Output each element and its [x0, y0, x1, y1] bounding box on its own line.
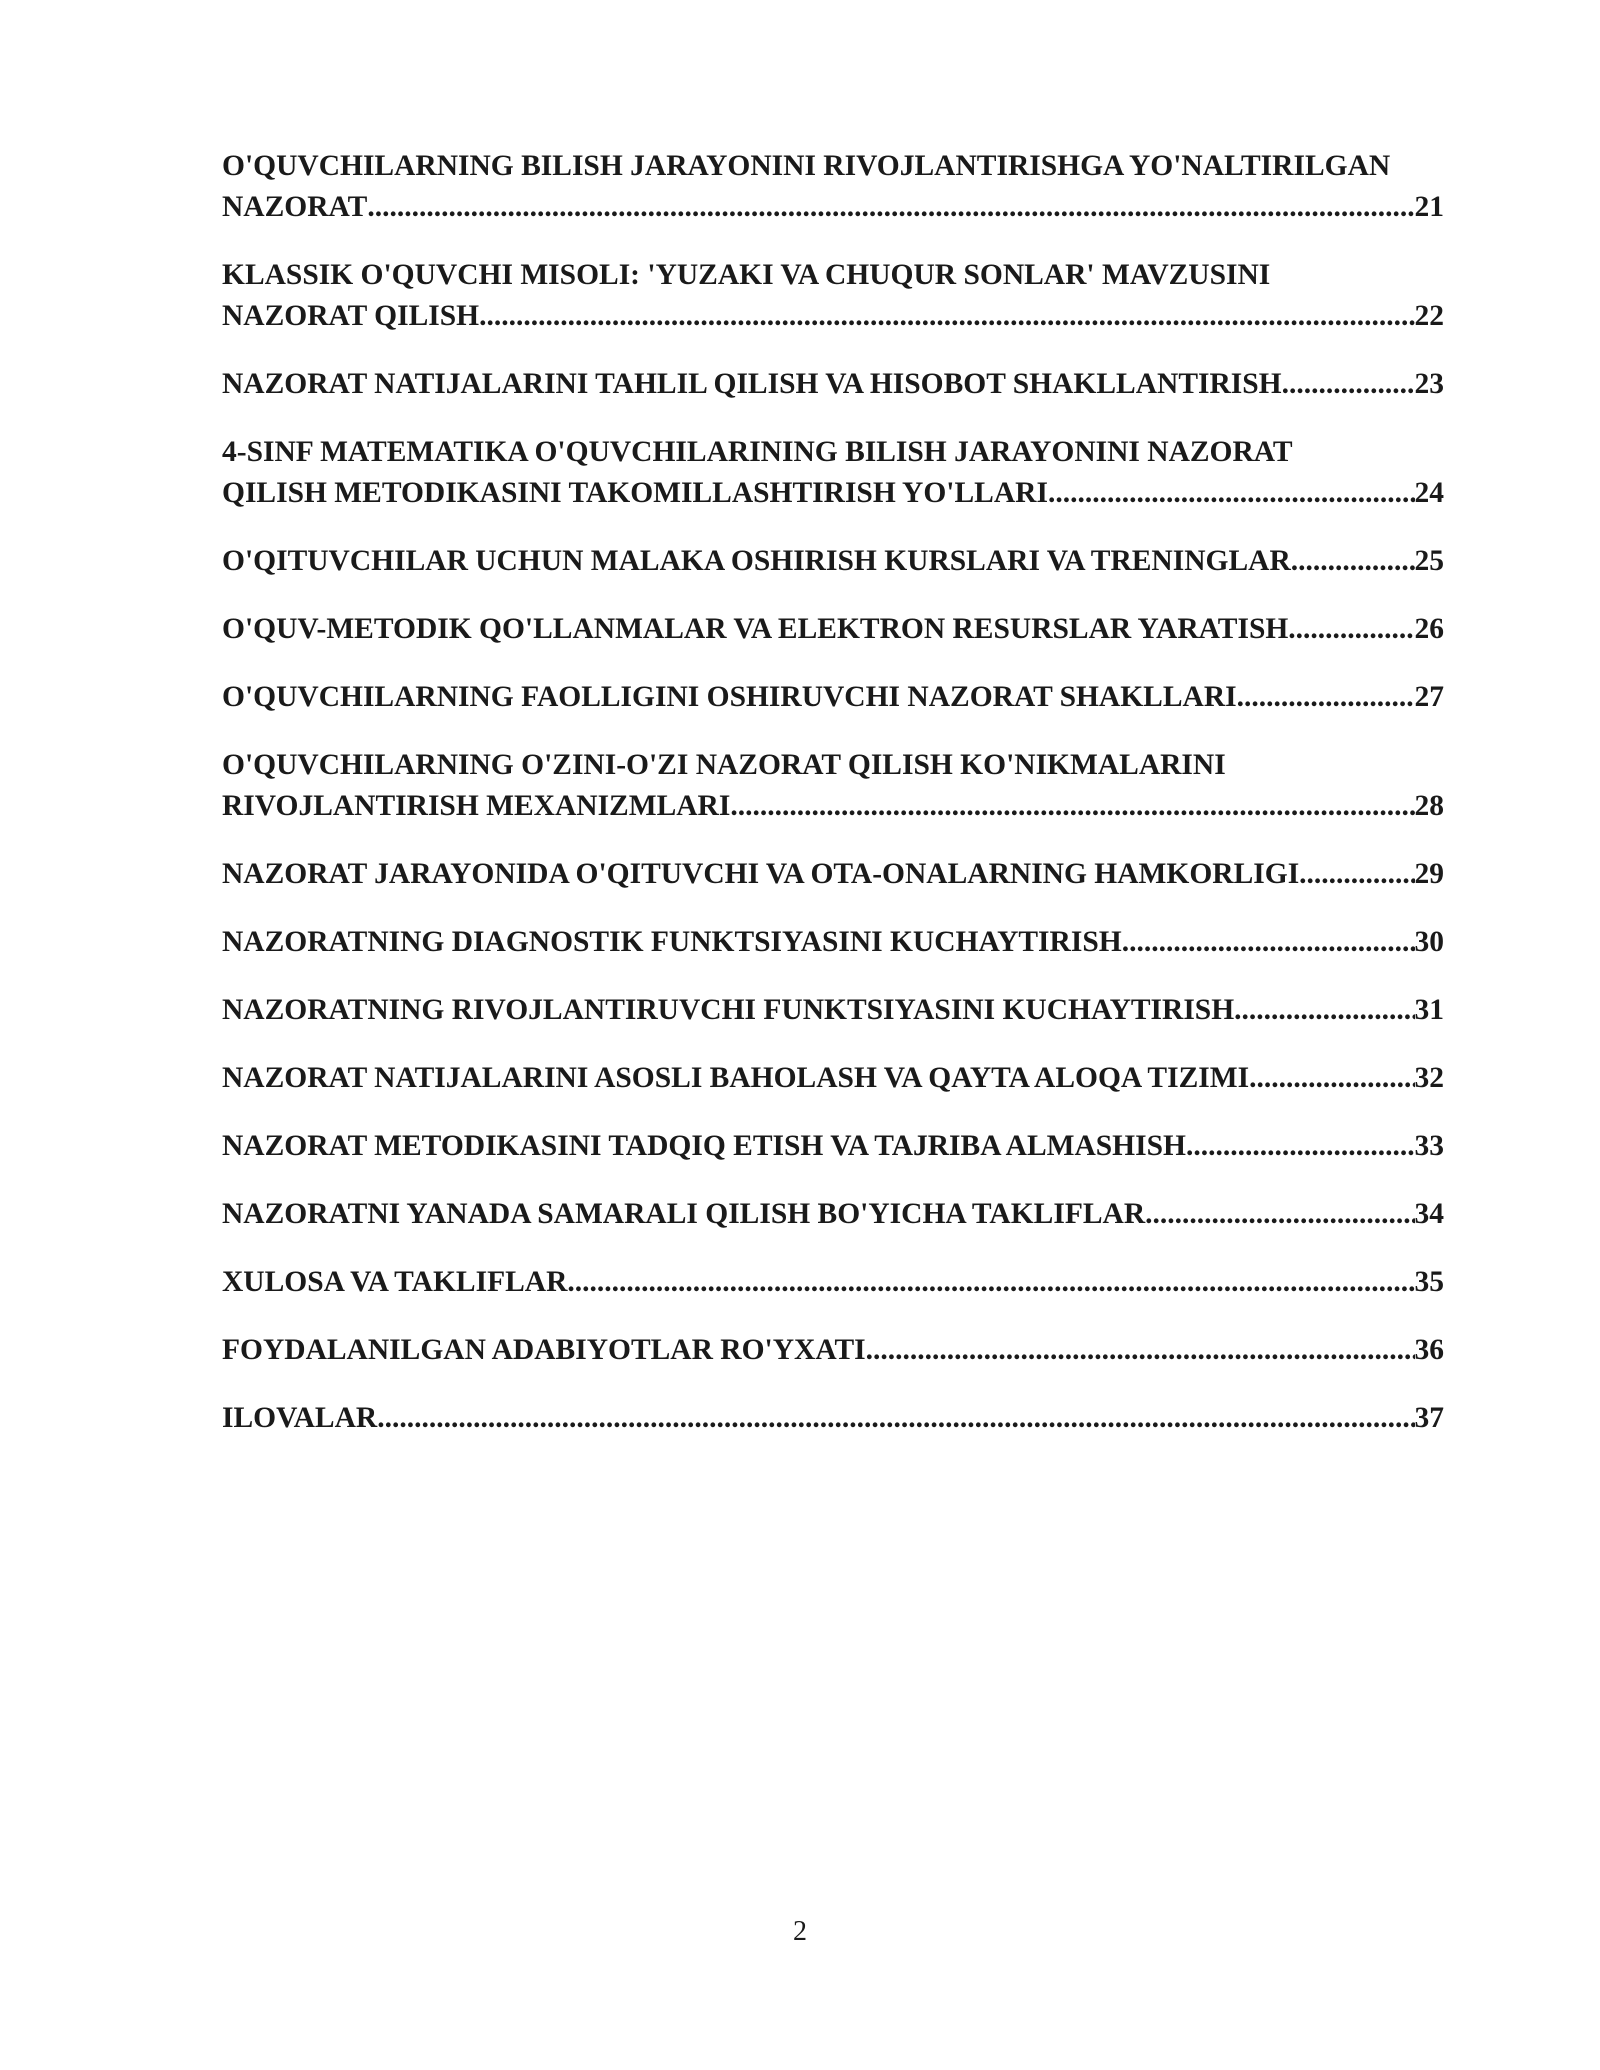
toc-entry-title: ILOVALAR	[222, 1402, 378, 1434]
toc-entry-page: 23	[1414, 368, 1444, 400]
toc-entry[interactable]	[222, 1330, 1444, 1371]
page-number: 2	[793, 1916, 807, 1947]
dot-leader	[377, 1398, 1414, 1439]
toc-entry[interactable]	[222, 432, 1444, 514]
toc-entry-page: 26	[1414, 613, 1444, 645]
toc-entry-page: 31	[1414, 994, 1444, 1026]
toc-entry-title: NAZORAT NATIJALARINI TAHLIL QILISH VA HISOBOT SHAKLLANTIRISH	[222, 368, 1282, 400]
toc-entry[interactable]	[222, 146, 1444, 228]
toc-entry-page: 37	[1414, 1402, 1444, 1434]
dot-leader	[1048, 473, 1415, 514]
dot-leader	[1288, 609, 1414, 650]
dot-leader	[1237, 677, 1415, 718]
dot-leader	[479, 296, 1414, 337]
dot-leader	[730, 786, 1414, 827]
toc-entry-title: NAZORATNING DIAGNOSTIK FUNKTSIYASINI KUCHAYTIRISH	[222, 926, 1122, 958]
toc-entry-title: O'QUV-METODIK QO'LLANMALAR VA ELEKTRON RESURSLAR YARATISH	[222, 613, 1289, 645]
toc-entry-page: 33	[1414, 1130, 1444, 1162]
dot-leader	[866, 1330, 1415, 1371]
toc-entry-title: NAZORAT	[222, 191, 368, 223]
toc-entry-page: 25	[1414, 545, 1444, 577]
dot-leader	[1186, 1126, 1415, 1167]
toc-entry-page: 34	[1414, 1198, 1444, 1230]
toc-entry-title: NAZORATNING RIVOJLANTIRUVCHI FUNKTSIYASINI KUCHAYTIRISH	[222, 994, 1235, 1026]
toc-entry-page: 36	[1414, 1334, 1444, 1366]
toc-entry[interactable]	[222, 609, 1444, 650]
toc-entry-page: 27	[1414, 681, 1444, 713]
toc-entry-title: NAZORATNI YANADA SAMARALI QILISH BO'YICHA TAKLIFLAR	[222, 1198, 1146, 1230]
toc-entry[interactable]	[222, 1194, 1444, 1235]
toc-entry-page: 22	[1414, 300, 1444, 332]
toc-entry[interactable]	[222, 745, 1444, 827]
toc-entry[interactable]	[222, 1058, 1444, 1099]
toc-entry-page: 21	[1414, 191, 1444, 223]
toc-entry-title: O'QUVCHILARNING FAOLLIGINI OSHIRUVCHI NAZORAT SHAKLLARI	[222, 681, 1237, 713]
dot-leader	[367, 187, 1414, 228]
toc-entry[interactable]	[222, 1398, 1444, 1439]
toc-entry[interactable]	[222, 541, 1444, 582]
toc-entry-title-line: O'QUVCHILARNING BILISH JARAYONINI RIVOJLANTIRISHGA YO'NALTIRILGAN	[222, 150, 1391, 182]
dot-leader	[1299, 854, 1414, 895]
toc-entry-title-line: 4-SINF MATEMATIKA O'QUVCHILARINING BILISH JARAYONINI NAZORAT	[222, 436, 1293, 468]
dot-leader	[1249, 1058, 1414, 1099]
toc-entry-title-line: KLASSIK O'QUVCHI MISOLI: 'YUZAKI VA CHUQUR SONLAR' MAVZUSINI	[222, 259, 1271, 291]
dot-leader	[1145, 1194, 1414, 1235]
toc-entry-title: NAZORAT METODIKASINI TADQIQ ETISH VA TAJRIBA ALMASHISH	[222, 1130, 1186, 1162]
toc-entry-title: NAZORAT NATIJALARINI ASOSLI BAHOLASH VA QAYTA ALOQA TIZIMI	[222, 1062, 1250, 1094]
toc-entry[interactable]	[222, 922, 1444, 963]
toc-entry[interactable]	[222, 990, 1444, 1031]
table-of-contents	[222, 146, 1444, 1466]
dot-leader	[1234, 990, 1414, 1031]
toc-entry-title: O'QITUVCHILAR UCHUN MALAKA OSHIRISH KURSLARI VA TRENINGLAR	[222, 545, 1291, 577]
toc-entry-title: NAZORAT QILISH	[222, 300, 480, 332]
toc-entry-page: 32	[1414, 1062, 1444, 1094]
dot-leader	[567, 1262, 1414, 1303]
toc-entry-page: 30	[1414, 926, 1444, 958]
toc-entry-title: RIVOJLANTIRISH MEXANIZMLARI	[222, 790, 731, 822]
toc-entry[interactable]	[222, 854, 1444, 895]
toc-entry[interactable]	[222, 677, 1444, 718]
toc-entry-page: 35	[1414, 1266, 1444, 1298]
toc-entry-page: 29	[1414, 858, 1444, 890]
dot-leader	[1291, 541, 1415, 582]
toc-entry-title: XULOSA VA TAKLIFLAR	[222, 1266, 568, 1298]
dot-leader	[1282, 364, 1415, 405]
toc-entry-page: 24	[1414, 477, 1444, 509]
toc-entry-title: FOYDALANILGAN ADABIYOTLAR RO'YXATI	[222, 1334, 866, 1366]
toc-entry-title: NAZORAT JARAYONIDA O'QITUVCHI VA OTA-ONALARNING HAMKORLIGI	[222, 858, 1300, 890]
toc-entry-page: 28	[1414, 790, 1444, 822]
toc-entry-title: QILISH METODIKASINI TAKOMILLASHTIRISH YO'LLARI	[222, 477, 1048, 509]
toc-entry-title-line: O'QUVCHILARNING O'ZINI-O'ZI NAZORAT QILISH KO'NIKMALARINI	[222, 749, 1226, 781]
toc-entry[interactable]	[222, 1262, 1444, 1303]
toc-entry[interactable]	[222, 364, 1444, 405]
dot-leader	[1122, 922, 1415, 963]
toc-entry[interactable]	[222, 255, 1444, 337]
toc-entry[interactable]	[222, 1126, 1444, 1167]
